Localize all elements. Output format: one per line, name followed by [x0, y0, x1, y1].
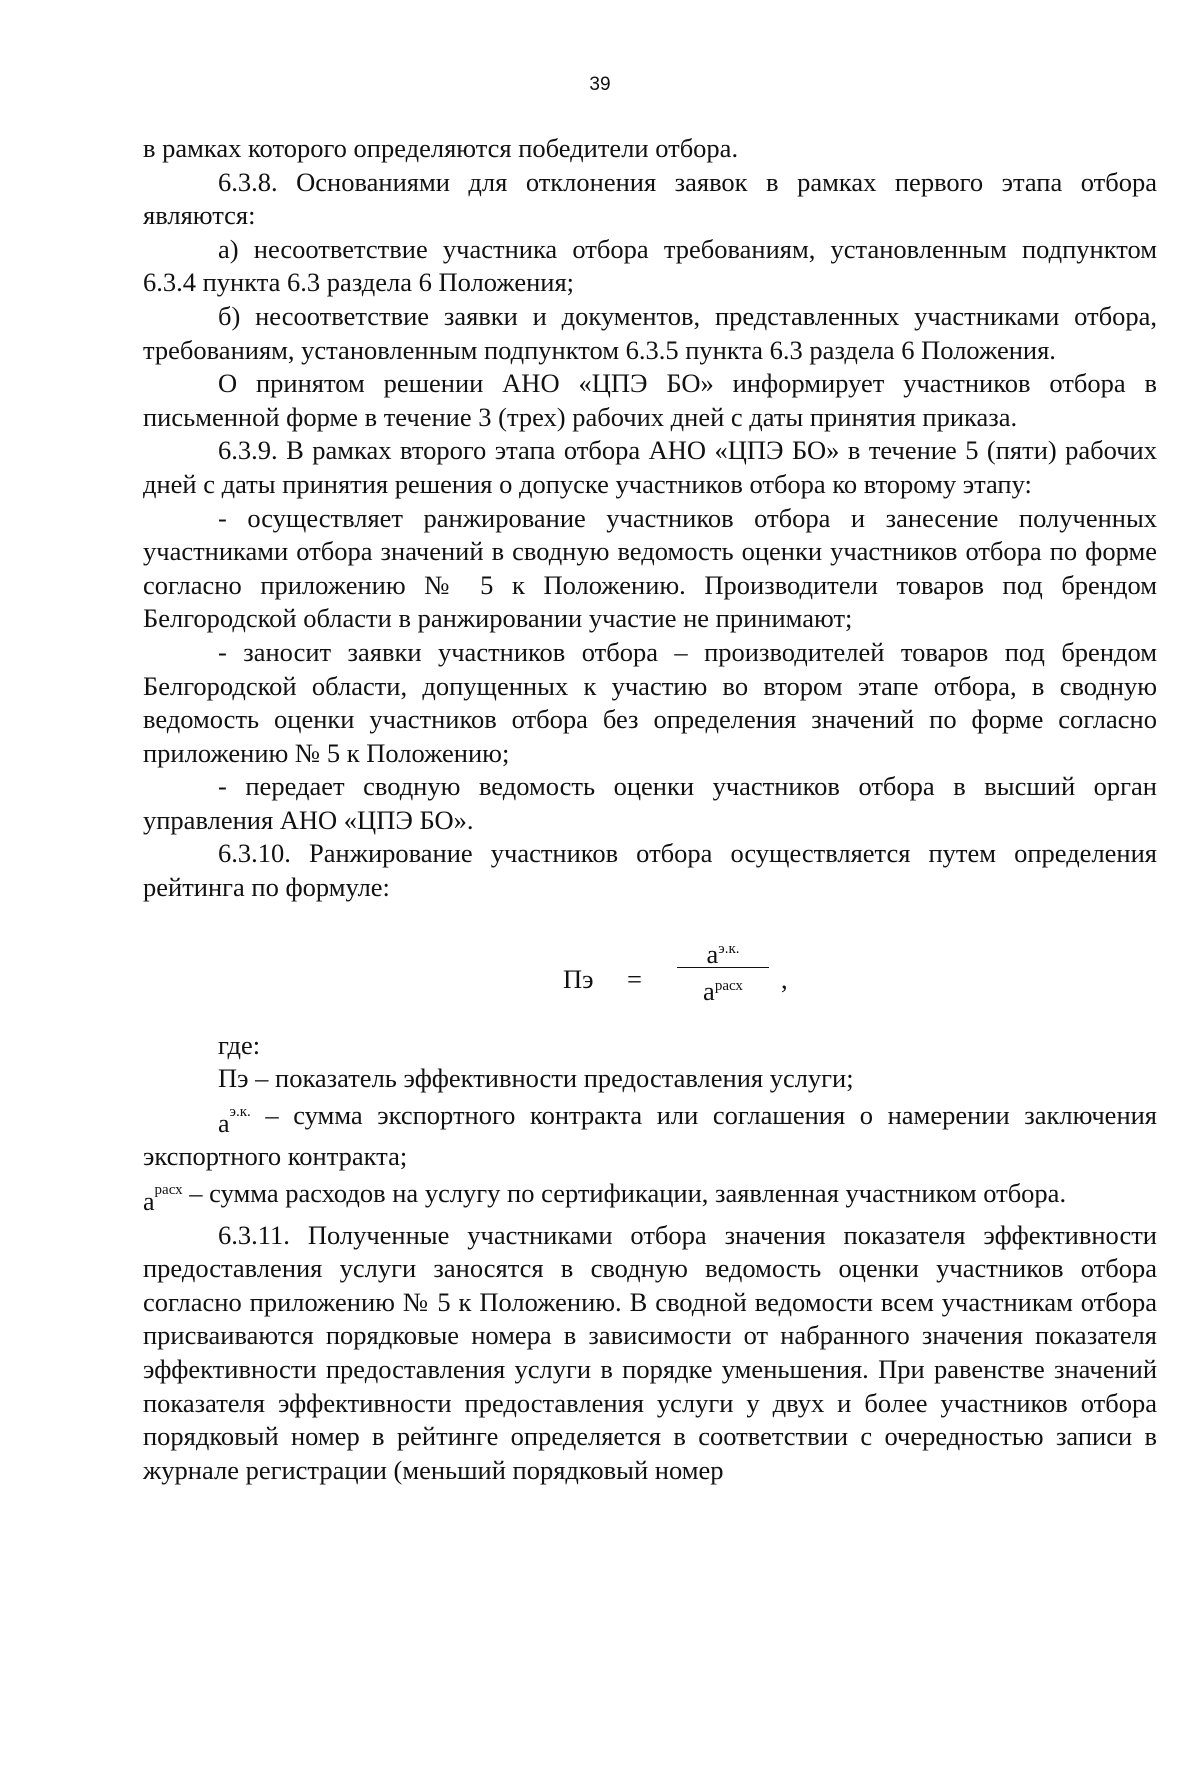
- formula-block: [143, 905, 1157, 1029]
- paragraph-brand-step: - заносит заявки участников отбора – производителей товаров под брендом Белгородской области, допущенных к участию во втором этапе отбора, в сводную ведомость оценки участников отбора без определения значений по форме согласно приложению № 5 к Положению;: [143, 636, 1157, 768]
- formula-equals: =: [627, 963, 642, 994]
- symbol-expenses: $a^{расх}$: [143, 1182, 183, 1217]
- formula-numerator: $a^{э.к.}$: [706, 938, 740, 969]
- paragraph-6-3-11: 6.3.11. Полученные участниками отбора значения показателя эффективности предоставления услуги заносятся в сводную ведомость оценки участников отбора согласно приложению № 5 к Положению. В сводной ведомости всем участникам отбора присваиваются порядковые номера в зависимости от набранного значения показателя эффективности предоставления услуги в порядке уменьшения. При равенстве значений показателя эффективности предоставления услуги у двух и более участников отбора порядковый номер в рейтинге определяется в соответствии с очередностью записи в журнале регистрации (меньший порядковый номер: [143, 1219, 1157, 1485]
- symbol-export-contract: $a^{э.к.}$: [218, 1103, 251, 1138]
- paragraph-item-b: б) несоответствие заявки и документов, представленных участниками отбора, требованиям, установленным подпунктом 6.3.5 пункта 6.3 раздела 6 Положения.: [143, 300, 1157, 365]
- page-number: 39: [589, 74, 611, 95]
- paragraph-where: где:: [218, 1029, 261, 1060]
- efficiency-formula: [563, 931, 893, 1011]
- paragraph-item-a: а) несоответствие участника отбора требованиям, установленным подпунктом 6.3.4 пункта 6.3 раздела 6 Положения;: [143, 233, 1157, 298]
- formula-denominator: $a^{расх}$: [703, 975, 743, 1006]
- paragraph-ranking-step: - осуществляет ранжирование участников отбора и занесение полученных участниками отбора значений в сводную ведомость оценки участников отбора по форме согласно приложению № 5 к Положению. Производители товаров под брендом Белгородской области в ранжировании участие не принимают;: [143, 502, 1157, 634]
- paragraph-6-3-10: 6.3.10. Ранжирование участников отбора осуществляется путем определения рейтинга по формуле:: [143, 838, 1157, 903]
- paragraph-6-3-8: 6.3.8. Основаниями для отклонения заявок в рамках первого этапа отбора являются:: [143, 166, 1157, 231]
- definition-pe: Пэ – показатель эффективности предоставления услуги;: [218, 1063, 854, 1094]
- paragraph-decision-notice: О принятом решении АНО «ЦПЭ БО» информирует участников отбора в письменной форме в течение 3 (трех) рабочих дней с даты принятия приказа.: [143, 368, 1157, 432]
- formula-comma: ,: [781, 963, 788, 994]
- paragraph-transfer-step: - передает сводную ведомость оценки участников отбора в высший орган управления АНО «ЦПЭ БО».: [143, 771, 1157, 835]
- formula-lhs: Пэ: [563, 963, 594, 994]
- document-body: [143, 132, 1157, 1487]
- definition-export-contract: $a^{э.к.}$ – сумма экспортного контракта или соглашения о намерении заключения экспортного контракта;: [143, 1099, 1157, 1172]
- paragraph-continuation: в рамках которого определяются победители отбора.: [143, 133, 739, 163]
- paragraph-6-3-9: 6.3.9. В рамках второго этапа отбора АНО «ЦПЭ БО» в течение 5 (пяти) рабочих дней с даты принятия решения о допуске участников отбора ко второму этапу:: [143, 435, 1157, 499]
- definition-expenses: $a^{расх}$ – сумма расходов на услугу по сертификации, заявленная участником отбора.: [143, 1178, 1067, 1217]
- formula-fraction: [673, 931, 773, 1004]
